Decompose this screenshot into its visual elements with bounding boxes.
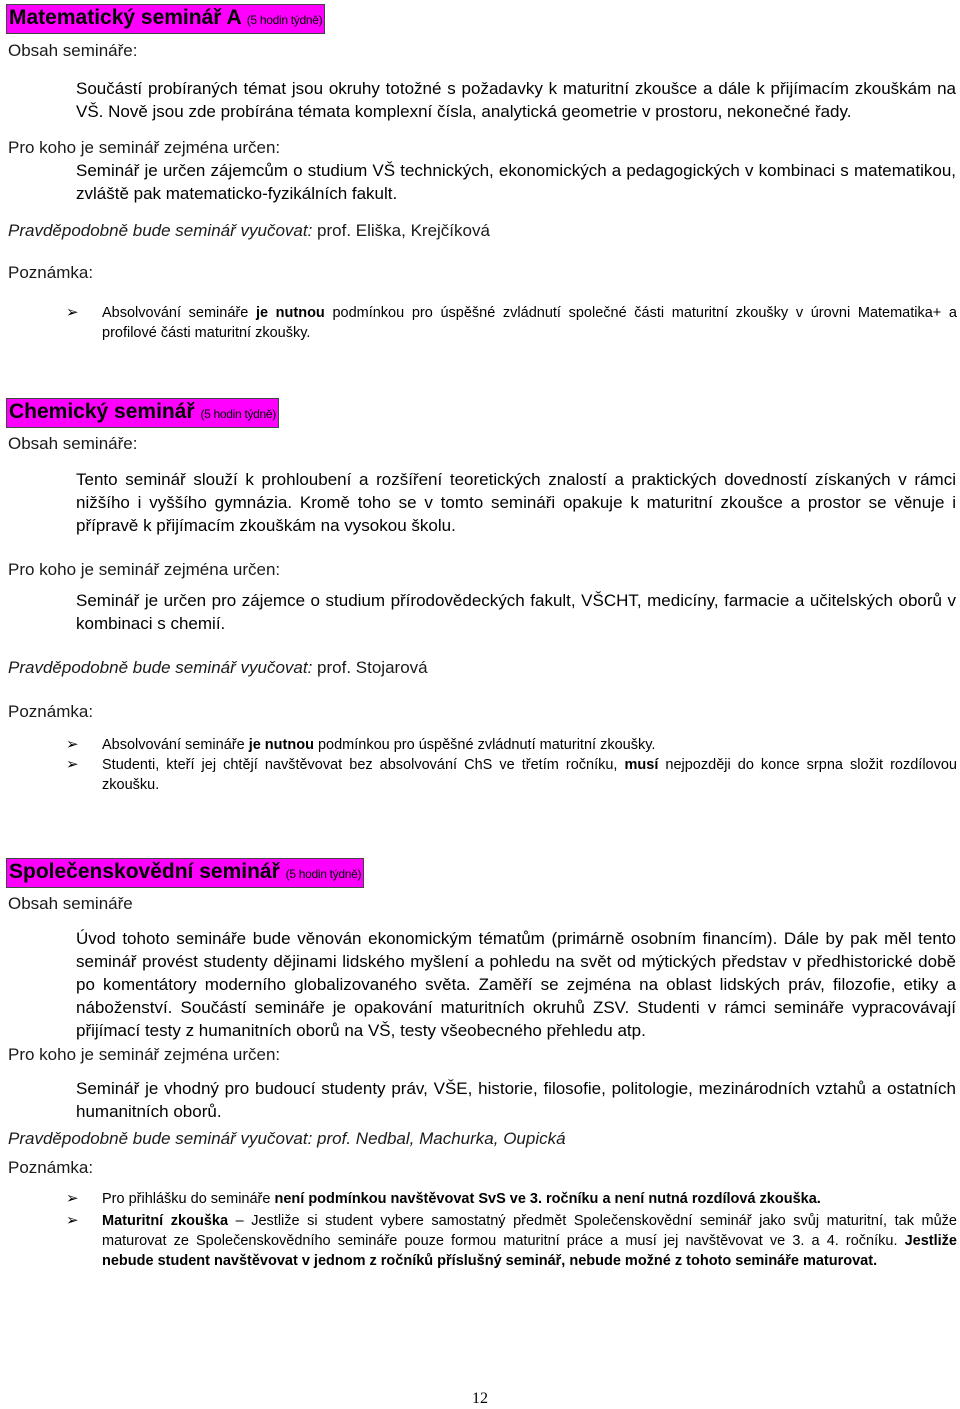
arrowhead-bullet-icon: ➢: [66, 1190, 79, 1207]
content-text: Úvod tohoto semináře bude věnován ekonomickým tématům (primárně osobním financím). Dále by pak měl tento seminář provést studenty dějinami lidského myšlení a pohledu na svět od mýtických představ v předhistorické době po komentátory moderního globalizovaného světa. Zaměří se zejména na oblast lidských práv, filozofie, etiky a náboženství. Součástí semináře je opakování maturitních okruhů ZSV. Studenti v rámci semináře vypracovávají přijímací testy z humanitních oborů na VŠ, testy všeobecného přehledu atp.: [76, 929, 956, 1040]
note-list: [0, 303, 956, 343]
teacher-label: Pravděpodobně bude seminář vyučovat:: [8, 221, 313, 240]
section-hours: (5 hodin týdně): [200, 407, 277, 421]
section-math: [6, 4, 956, 343]
arrowhead-bullet-icon: ➢: [66, 756, 79, 773]
note-item: ➢ Maturitní zkouška – Jestliže si student vybere samostatný předmět Společenskovědní seminář jako svůj maturitní, tak může maturovat ze Společenskovědního semináře pouze formou maturitní práce a musí jej navštěvovat ve 3. a 4. ročníku. Jestliže nebude student navštěvovat v jednom z ročníků příslušný seminář, nebude možné z tohoto semináře maturovat.: [66, 1212, 957, 1269]
section-title: Společenskovědní seminář: [9, 860, 280, 883]
content-text: Součástí probíraných témat jsou okruhy totožné s požadavky k maturitní zkoušce a dále k přijímacím zkouškám na VŠ. Nově jsou zde probírána témata komplexní čísla, analytická geometrie v prostoru, nekonečné řady.: [76, 79, 956, 121]
note-item: ➢ Absolvování semináře je nutnou podmínkou pro úspěšné zvládnutí maturitní zkoušky.: [66, 736, 656, 753]
note-list: [0, 1189, 956, 1271]
teacher-label: Pravděpodobně bude seminář vyučovat:: [8, 1129, 313, 1148]
note-list: [0, 735, 956, 795]
section-title: Matematický seminář A: [9, 6, 241, 29]
note-label: Poznámka:: [8, 263, 94, 282]
section-hours: (5 hodin týdně): [246, 13, 323, 27]
note-label: Poznámka:: [8, 702, 94, 721]
teacher-line: [8, 220, 956, 242]
note-item: ➢ Studenti, kteří jej chtějí navštěvovat bez absolvování ChS ve třetím ročníku, musí nejpozději do konce srpna složit rozdílovou zkoušku.: [66, 756, 957, 793]
note-item: ➢ Pro přihlášku do semináře není podmínkou navštěvovat SvS ve 3. ročníku a není nutná rozdílová zkouška.: [66, 1190, 821, 1207]
teacher-value: prof. Eliška, Krejčíková: [317, 221, 490, 240]
section-heading: [6, 4, 325, 34]
content-label: Obsah semináře:: [8, 434, 138, 453]
teacher-value: prof. Stojarová: [317, 658, 428, 677]
target-text: Seminář je vhodný pro budoucí studenty práv, VŠE, historie, filosofie, politologie, mezinárodních vztahů a ostatních humanitních oborů.: [76, 1079, 956, 1121]
note-label: Poznámka:: [8, 1158, 94, 1177]
content-label: Obsah semináře: [8, 894, 133, 913]
arrowhead-bullet-icon: ➢: [66, 736, 79, 753]
content-label: Obsah semináře:: [8, 41, 138, 60]
teacher-label: Pravděpodobně bude seminář vyučovat:: [8, 658, 313, 677]
section-hours: (5 hodin týdně): [285, 867, 362, 881]
page-number: 12: [472, 1390, 488, 1407]
arrowhead-bullet-icon: ➢: [66, 304, 79, 321]
teacher-line: [8, 1128, 956, 1150]
target-label: Pro koho je seminář zejména určen:: [8, 138, 281, 157]
arrowhead-bullet-icon: ➢: [66, 1212, 79, 1229]
target-label: Pro koho je seminář zejména určen:: [8, 1045, 281, 1064]
section-heading: [6, 398, 279, 428]
note-item: ➢ Absolvování semináře je nutnou podmínkou pro úspěšné zvládnutí společné části maturitní zkoušky v úrovni Matematika+ a profilové části maturitní zkoušky.: [66, 304, 957, 341]
target-text: Seminář je určen pro zájemce o studium přírodovědeckých fakult, VŠCHT, medicíny, farmacie a učitelských oborů v kombinaci s chemií.: [76, 591, 956, 633]
section-social-science: [6, 858, 956, 1271]
target-label: Pro koho je seminář zejména určen:: [8, 560, 281, 579]
target-text: Seminář je určen zájemcům o studium VŠ technických, ekonomických a pedagogických v kombinaci s matematikou, zvláště pak matematicko-fyzikálních fakult.: [76, 161, 956, 203]
section-heading: [6, 858, 364, 888]
section-title: Chemický seminář: [9, 400, 195, 423]
section-chemistry: [6, 398, 956, 795]
content-text: Tento seminář slouží k prohloubení a rozšíření teoretických znalostí a praktických dovedností získaných v rámci nižšího i vyššího gymnázia. Kromě toho se v tomto semináři opakuje k maturitní zkoušce a prostor se věnuje i přípravě k přijímacím zkouškám na vysokou školu.: [76, 470, 956, 535]
teacher-value: prof. Nedbal, Machurka, Oupická: [317, 1129, 566, 1148]
teacher-line: [8, 657, 956, 679]
